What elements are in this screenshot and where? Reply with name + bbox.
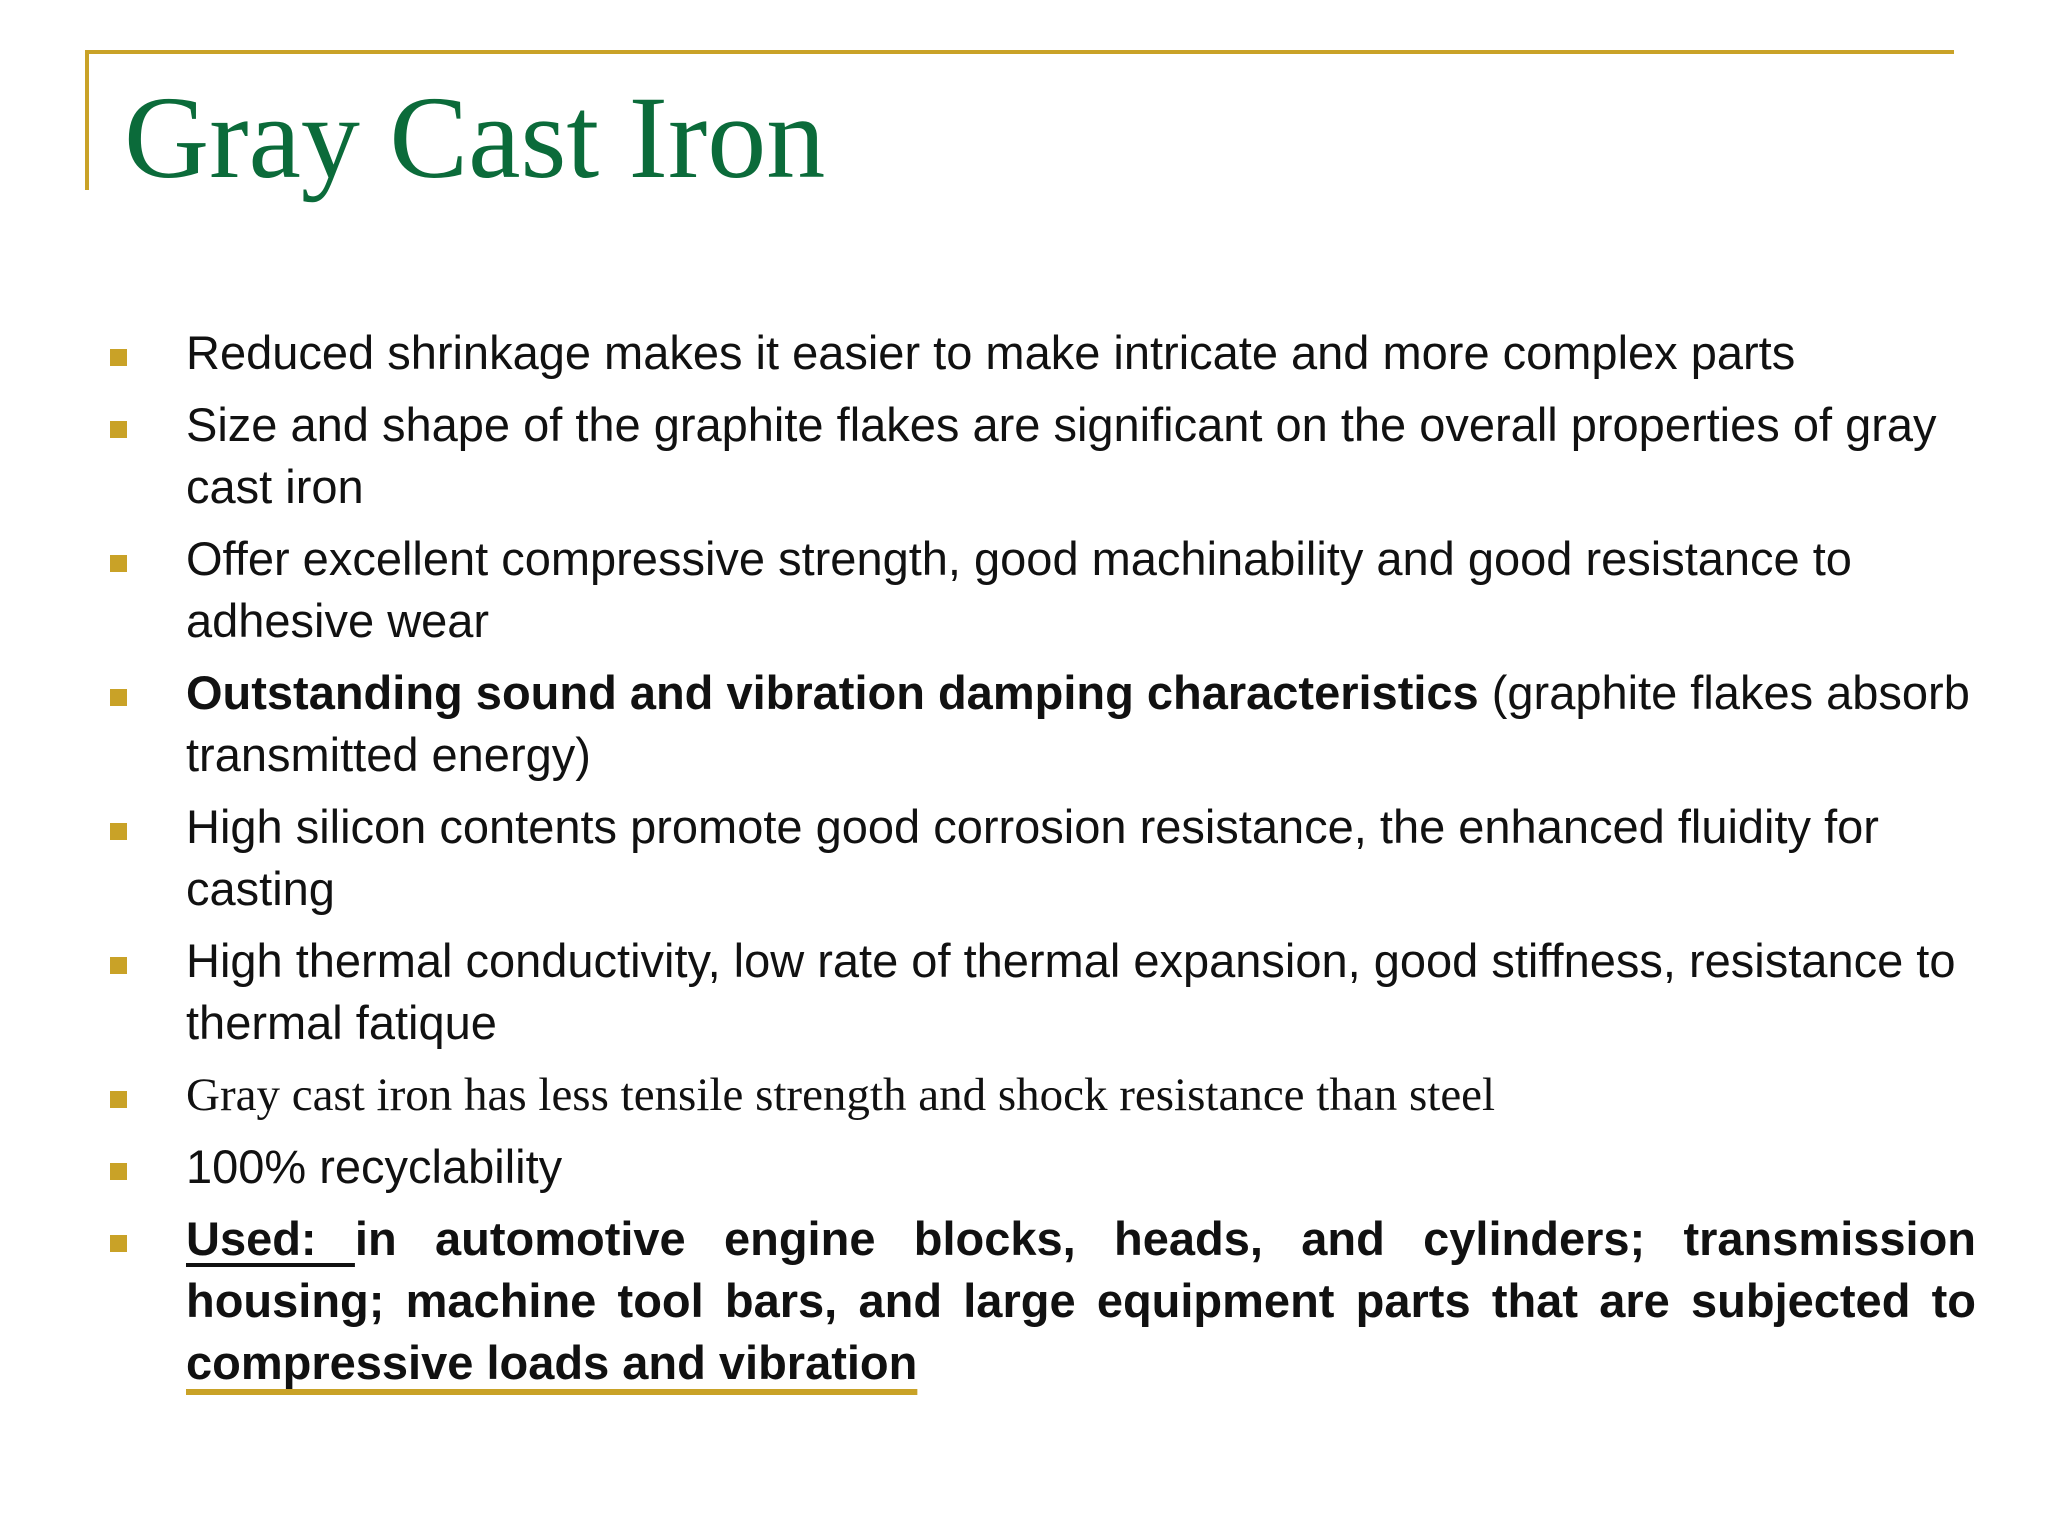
square-bullet-icon xyxy=(110,1163,127,1180)
square-bullet-icon xyxy=(110,823,127,840)
bullet-text: 100% recyclability xyxy=(186,1140,563,1193)
bullet-item xyxy=(0,1136,2048,1198)
square-bullet-icon xyxy=(110,1235,127,1252)
bullet-item xyxy=(0,1208,2048,1394)
bullet-item xyxy=(0,394,2048,518)
bullet-text: Offer excellent compressive strength, good machinability and good resistance to adhesive wear xyxy=(186,532,1852,647)
square-bullet-icon xyxy=(110,689,127,706)
bullet-bold-text: Outstanding sound and vibration damping characteristics xyxy=(186,666,1479,719)
used-text: in automotive engine blocks, heads, and cylinders; transmission housing; machine tool bars, and large equipment parts that are subjected to xyxy=(186,1212,1977,1327)
bullet-text: Size and shape of the graphite flakes are significant on the overall properties of gray cast iron xyxy=(186,398,1937,513)
bullet-item xyxy=(0,1064,2048,1126)
bullet-item xyxy=(0,528,2048,652)
used-label: Used: xyxy=(186,1212,355,1265)
bullet-rest-text: (graphite flakes absorb transmitted energy) xyxy=(186,666,1970,781)
highlighted-text: compressive loads and vibration xyxy=(186,1336,918,1389)
square-bullet-icon xyxy=(110,555,127,572)
top-rule xyxy=(85,50,1954,54)
bullet-item xyxy=(0,322,2048,384)
slide-title: Gray Cast Iron xyxy=(124,72,826,203)
left-rule xyxy=(85,50,89,190)
bullet-text xyxy=(186,662,1976,786)
bullet-item xyxy=(0,662,2048,786)
bullet-item xyxy=(0,796,2048,920)
bullet-text: Gray cast iron has less tensile strength and shock resistance than steel xyxy=(186,1069,1496,1121)
square-bullet-icon xyxy=(110,349,127,366)
bullet-item xyxy=(0,930,2048,1054)
square-bullet-icon xyxy=(110,957,127,974)
square-bullet-icon xyxy=(110,1091,127,1108)
bullet-text xyxy=(186,1208,1976,1394)
bullet-list xyxy=(0,322,2048,1404)
bullet-text: Reduced shrinkage makes it easier to make intricate and more complex parts xyxy=(186,326,1796,379)
bullet-text: High silicon contents promote good corrosion resistance, the enhanced fluidity for casting xyxy=(186,800,1879,915)
bullet-text: High thermal conductivity, low rate of thermal expansion, good stiffness, resistance to thermal fatique xyxy=(186,934,1956,1049)
square-bullet-icon xyxy=(110,421,127,438)
